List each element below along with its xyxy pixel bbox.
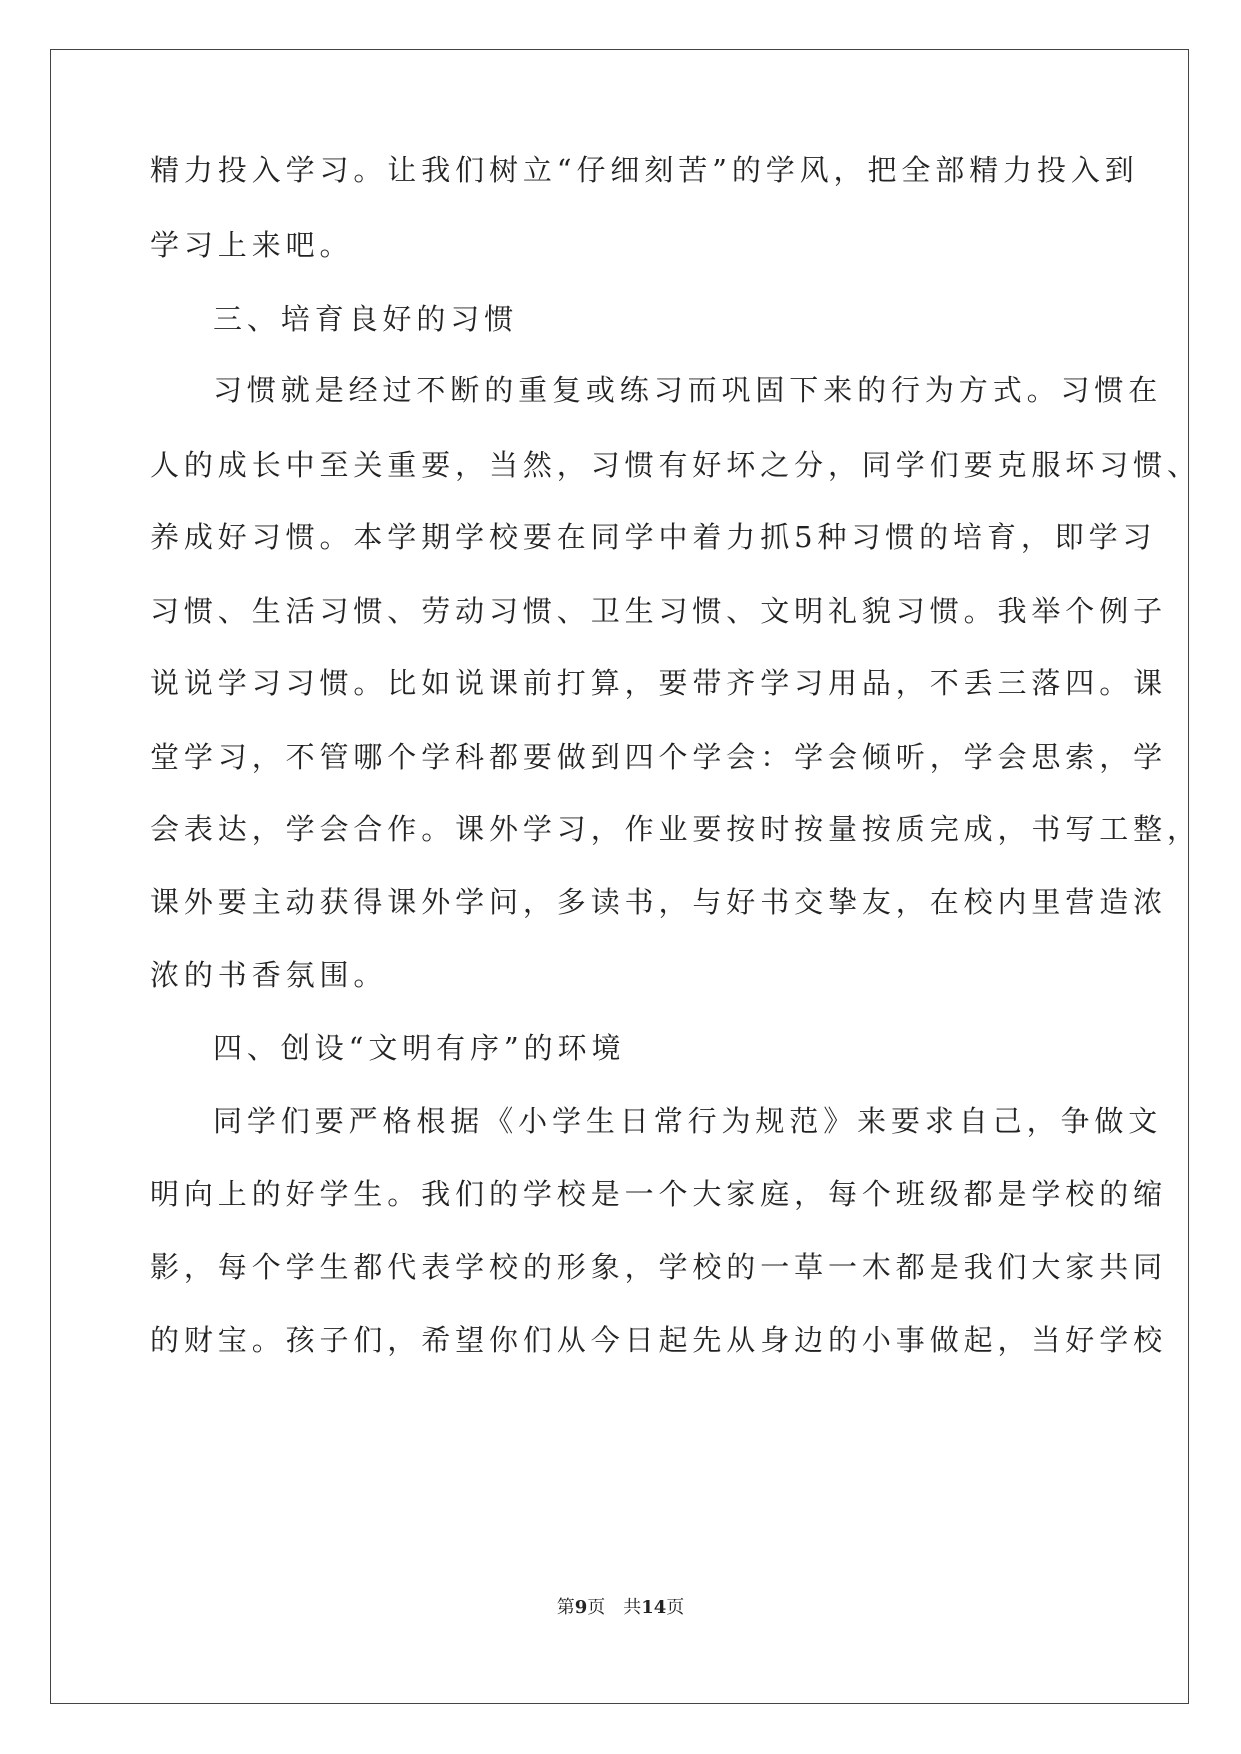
section-heading: 四、创设“文明有序”的环境 [213,1031,626,1065]
page-footer [0,1596,1241,1620]
page-label-mid: 页 共 [587,1597,642,1618]
text-line: 说说学习习惯。比如说课前打算，要带齐学习用品，不丢三落四。课 [150,666,1168,700]
text-line: 习惯、生活习惯、劳动习惯、卫生习惯、文明礼貌习惯。我举个例子 [150,594,1168,628]
page-border [50,49,1189,1704]
text-line: 堂学习，不管哪个学科都要做到四个学会：学会倾听，学会思索，学 [150,740,1168,774]
page-label-prefix: 第 [556,1597,575,1618]
text-line: 会表达，学会合作。课外学习，作业要按时按量按质完成，书写工整， [150,812,1201,846]
text-line: 学习上来吧。 [150,228,354,262]
total-page-number: 14 [641,1597,667,1618]
text-line: 课外要主动获得课外学问，多读书，与好书交挚友，在校内里营造浓 [150,885,1168,919]
text-line: 精力投入学习。让我们树立“仔细刻苦”的学风，把全部精力投入到 [150,153,1139,187]
current-page-number: 9 [574,1597,588,1618]
text-line: 明向上的好学生。我们的学校是一个大家庭，每个班级都是学校的缩 [150,1177,1168,1211]
text-line: 浓的书香氛围。 [150,958,388,992]
page-label-suffix: 页 [666,1597,685,1618]
text-line: 影，每个学生都代表学校的形象，学校的一草一木都是我们大家共同 [150,1250,1168,1284]
text-line: 的财宝。孩子们，希望你们从今日起先从身边的小事做起，当好学校 [150,1323,1168,1357]
text-line: 同学们要严格根据《小学生日常行为规范》来要求自己，争做文 [213,1104,1163,1138]
text-line: 习惯就是经过不断的重复或练习而巩固下来的行为方式。习惯在 [213,373,1163,407]
text-line: 人的成长中至关重要，当然，习惯有好坏之分，同学们要克服坏习惯、 [150,448,1201,482]
section-heading: 三、培育良好的习惯 [213,302,519,336]
text-line: 养成好习惯。本学期学校要在同学中着力抓5种习惯的培育，即学习 [150,520,1157,554]
